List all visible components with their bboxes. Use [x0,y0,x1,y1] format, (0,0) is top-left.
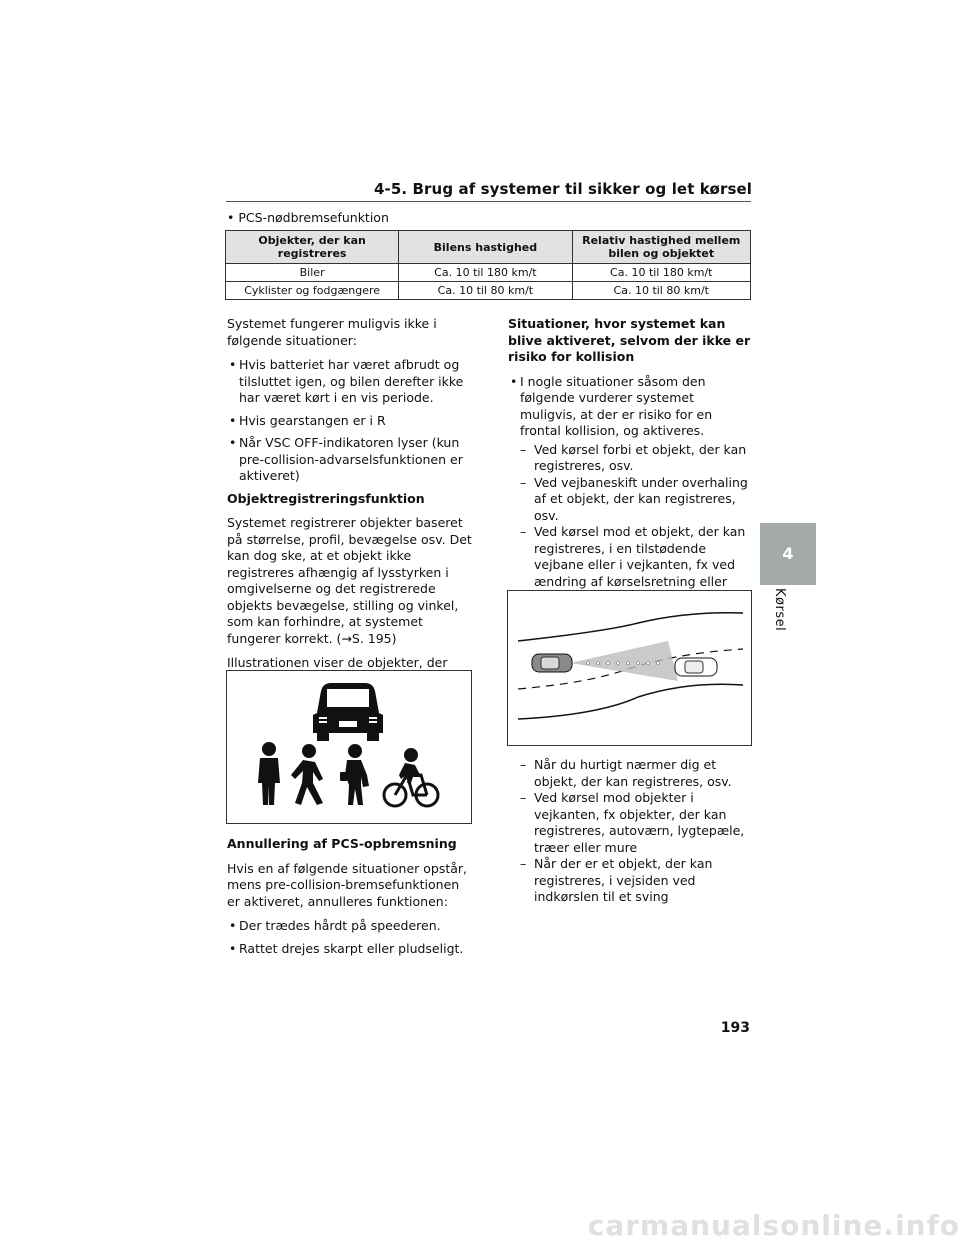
paragraph: Systemet registrerer objekter baseret på størrelse, profil, bevægelse osv. Det kan dog ske, at et objekt ikke registreres afhængig af lysstyrken i omgivelserne og det registrerede objekts bevægelse, stilling og vinkel, som kan forhindre, at systemet fungerer korrekt. (→S. 195) [227,515,472,646]
right-column-bottom [520,757,753,906]
dash-item-text: Ved kørsel mod et objekt, der kan registreres, i en tilstødende vejbane eller i vejkanten, fx ved ændring af kørselsretning eller [534,524,746,589]
pedestrian-with-bag-icon [340,744,369,805]
header-divider [226,201,751,202]
table-header: Objekter, der kan registreres [226,231,399,264]
left-column-bottom [227,836,472,963]
page-number: 193 [720,1020,750,1036]
table-header: Relativ hastighed mellem bilen og objektet [572,231,751,264]
list-item: • Der trædes hårdt på speederen. [227,918,472,935]
curved-road-illustration [507,590,752,746]
dash-item: – Ved kørsel mod objekter i vejkanten, fx objekter, der kan registreres, autoværn, lygtepæle, træer eller mure [520,790,745,855]
table-row [226,282,751,300]
chapter-tab: 4 [760,523,816,585]
table-cell: Cyklister og fodgængere [226,282,399,300]
table-cell: Ca. 10 til 180 km/t [572,264,751,282]
car-icon [313,683,383,741]
pedestrian-standing-icon [258,742,280,805]
chapter-label: Kørsel [772,588,787,632]
dash-item: – Ved vejbaneskift under overhaling af et objekt, der kan registreres, osv. [520,474,748,523]
table-header: Bilens hastighed [399,231,572,264]
intro-paragraph: Systemet fungerer muligvis ikke i følgende situationer: [227,316,437,348]
table-cell: Ca. 10 til 80 km/t [572,282,751,300]
paragraph: Illustrationen viser de objekter, der [227,655,448,670]
section-heading: Situationer, hvor systemet kan blive aktiveret, selvom der ikke er risiko for kollision [508,316,751,364]
dash-item-text: Ved vejbaneskift under overhaling af et objekt, der kan registreres, osv. [534,474,748,523]
section-header: 4-5. Brug af systemer til sikker og let kørsel [373,180,752,198]
table-cell: Biler [226,264,399,282]
other-car-icon [675,658,717,676]
list-item: • Hvis gearstangen er i R [227,413,472,430]
list-item: • I nogle situationer såsom den følgende vurderer systemet muligvis, at der er risiko for en frontal kollision, og aktiveres. [508,374,753,440]
dash-item-text: Når du hurtigt nærmer dig et objekt, der kan registreres, osv. [534,757,732,789]
detection-table [225,230,751,300]
dash-item: – Når der er et objekt, der kan registreres, i vejsiden ved indkørslen til et sving [520,856,713,904]
dash-item: – Ved kørsel forbi et objekt, der kan registreres, osv. [520,441,747,473]
paragraph: Hvis en af følgende situationer opstår, mens pre-collision-bremsefunktionen er aktiveret, annulleres funktionen: [227,860,468,909]
dash-item: – Ved kørsel mod et objekt, der kan registreres, i en tilstødende vejbane eller i vejkanten, fx ved ændring af kørselsretning eller [520,524,753,607]
section-heading: Annullering af PCS-opbremsning [227,836,457,851]
list-item: • Når VSC OFF-indikatoren lyser (kun pre-collision-advarselsfunktionen er aktiveret) [227,435,472,485]
dash-item-text: Ved kørsel forbi et objekt, der kan registreres, osv. [534,441,747,473]
section-heading: Objektregistreringsfunktion [227,490,425,506]
pedestrian-walking-icon [291,744,323,805]
left-column-top [227,316,472,696]
dash-item: – Når du hurtigt nærmer dig et objekt, der kan registreres, osv. [520,757,732,789]
list-item: • Hvis batteriet har været afbrudt og tilsluttet igen, og bilen derefter ikke har været kørt i en vis periode. [227,357,472,407]
dash-item-text: Når der er et objekt, der kan registreres, i vejsiden ved indkørslen til et sving [534,856,713,904]
cyclist-body [399,748,421,783]
own-car-icon [532,654,572,672]
table-cell: Ca. 10 til 180 km/t [399,264,572,282]
table-row [226,264,751,282]
table-cell: Ca. 10 til 80 km/t [399,282,572,300]
dash-item-text: Ved kørsel mod objekter i vejkanten, fx objekter, der kan registreres, autoværn, lygtepæle, træer eller mure [534,790,745,855]
detectable-objects-illustration [226,670,472,824]
function-bullet: • PCS-nødbremsefunktion [227,210,389,225]
function-bullet-text: PCS-nødbremsefunktion [238,210,389,225]
table-header-row [226,231,751,264]
watermark: carmanualsonline.info [587,1209,960,1242]
right-column-top [508,316,753,607]
list-item: • Rattet drejes skarpt eller pludseligt. [227,941,472,958]
